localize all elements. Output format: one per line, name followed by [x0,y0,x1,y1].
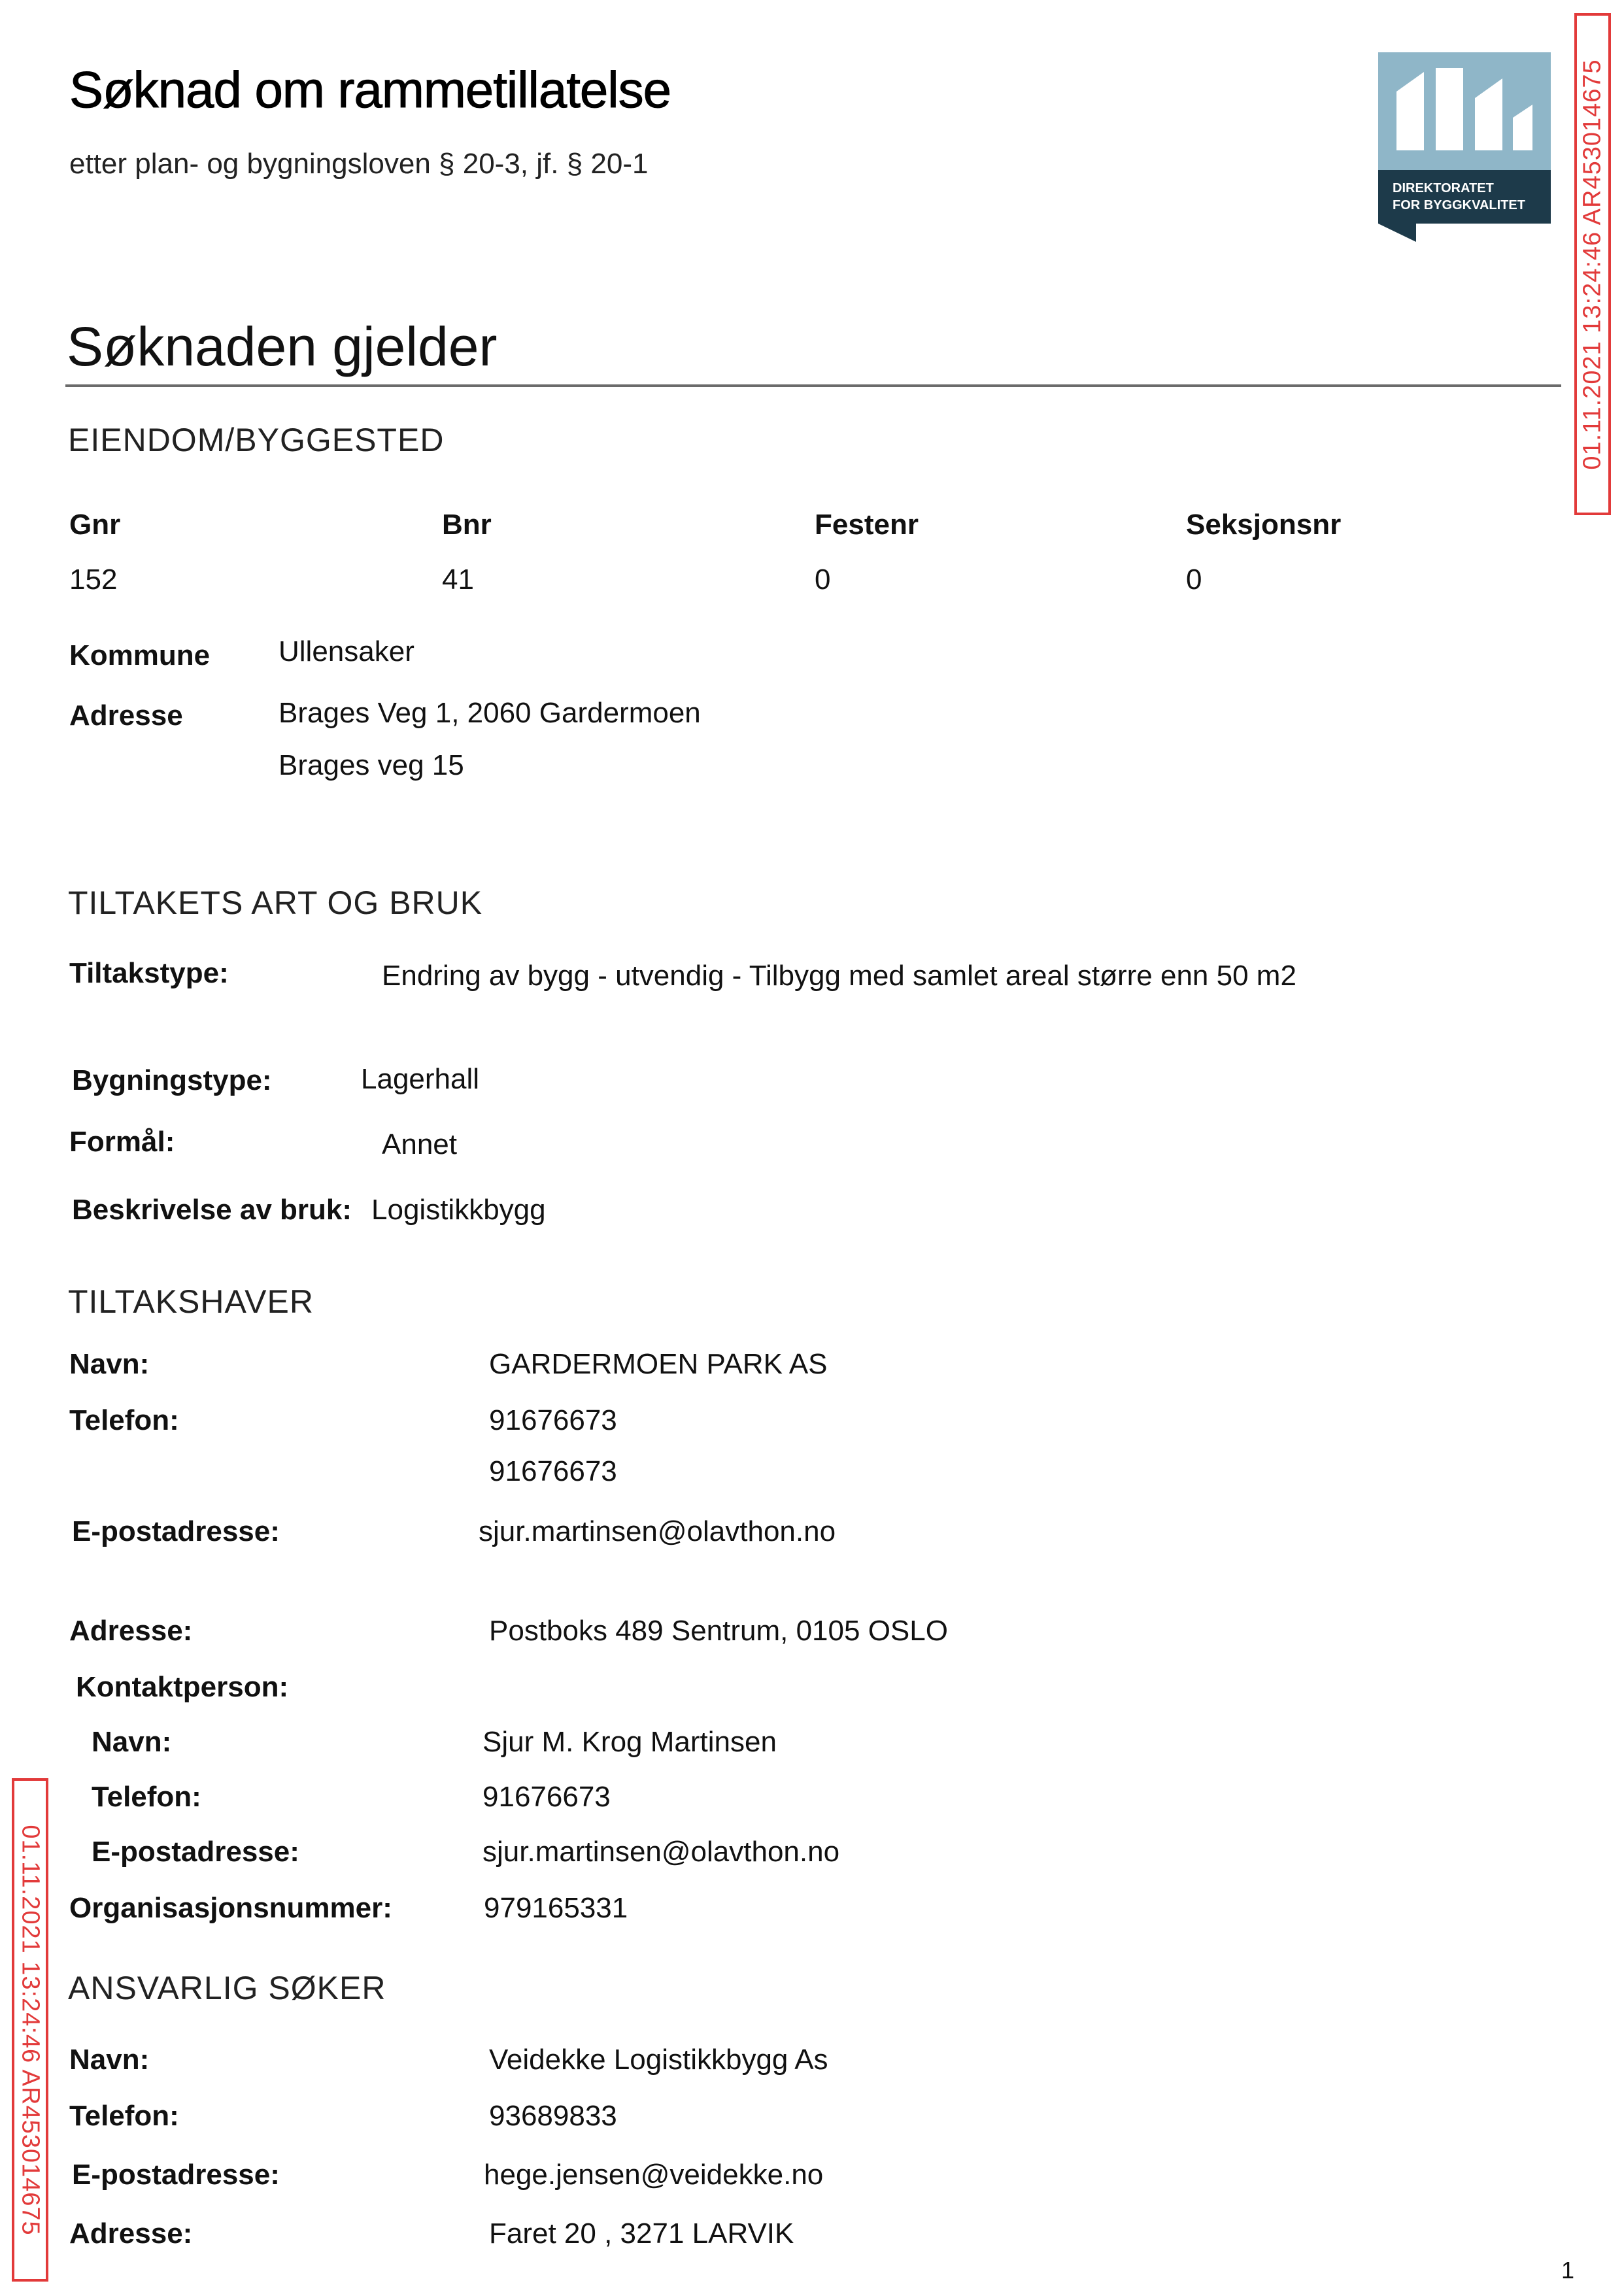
dibk-logo [1378,52,1551,242]
stamp-text-top: 01.11.2021 13:24:46 AR453014675 [1578,58,1606,470]
kommune-value: Ullensaker [279,635,414,667]
beskrivelse-value: Logistikkbygg [371,1194,546,1226]
festenr-value: 0 [815,564,831,596]
as-navn-value: Veidekke Logistikkbygg As [489,2044,828,2076]
th-navn-label: Navn: [69,1348,150,1380]
kontaktperson-label: Kontaktperson: [76,1671,289,1703]
formal-label: Formål: [69,1126,175,1158]
th-adresse-label: Adresse: [69,1615,193,1647]
orgnr-label: Organisasjonsnummer: [69,1892,392,1924]
th-telefon-value-1: 91676673 [489,1404,617,1436]
adresse-label: Adresse [69,700,183,732]
main-heading: Søknaden gjelder [67,316,498,377]
adresse-line2: Brages veg 15 [279,749,464,781]
heading-divider [65,384,1561,387]
section-tiltak-heading: TILTAKETS ART OG BRUK [68,885,483,921]
gnr-value: 152 [69,564,118,596]
as-epost-label: E-postadresse: [72,2159,280,2191]
seksjonsnr-label: Seksjonsnr [1186,509,1342,541]
page-number: 1 [1561,2257,1575,2284]
beskrivelse-label: Beskrivelse av bruk: [72,1194,352,1226]
dibk-logo-icon [1378,52,1551,242]
as-epost-value: hege.jensen@veidekke.no [484,2159,824,2191]
receipt-stamp-bottom [12,1778,48,2282]
th-telefon-value-2: 91676673 [489,1455,617,1487]
as-adresse-label: Adresse: [69,2218,193,2250]
th-epost-label: E-postadresse: [72,1515,280,1547]
orgnr-value: 979165331 [484,1892,628,1924]
bygningstype-label: Bygningstype: [72,1064,272,1096]
gnr-label: Gnr [69,509,121,541]
as-telefon-label: Telefon: [69,2100,179,2132]
th-navn-value: GARDERMOEN PARK AS [489,1348,828,1380]
as-navn-label: Navn: [69,2044,150,2076]
section-ansvarlig-heading: ANSVARLIG SØKER [68,1970,386,2006]
bnr-label: Bnr [442,509,492,541]
formal-value: Annet [382,1128,457,1160]
stamp-text-bottom: 01.11.2021 13:24:46 AR453014675 [16,1824,44,2236]
th-adresse-value: Postboks 489 Sentrum, 0105 OSLO [489,1615,948,1647]
logo-line1: DIREKTORATET [1393,181,1494,195]
tiltakstype-value: Endring av bygg - utvendig - Tilbygg med samlet areal større enn 50 m2 [382,960,1296,992]
tiltakstype-label: Tiltakstype: [69,957,229,989]
section-tiltakshaver-heading: TILTAKSHAVER [68,1283,314,1320]
festenr-label: Festenr [815,509,919,541]
kp-telefon-label: Telefon: [92,1781,201,1813]
th-epost-value: sjur.martinsen@olavthon.no [479,1515,836,1547]
adresse-line1: Brages Veg 1, 2060 Gardermoen [279,697,701,729]
document-subtitle: etter plan- og bygningsloven § 20-3, jf. § 20-1 [69,148,649,180]
bygningstype-value: Lagerhall [361,1063,480,1095]
kp-epost-value: sjur.martinsen@olavthon.no [482,1836,840,1868]
bnr-value: 41 [442,564,474,596]
seksjonsnr-value: 0 [1186,564,1202,596]
th-telefon-label: Telefon: [69,1404,179,1436]
document-title: Søknad om rammetillatelse [69,61,671,118]
kp-telefon-value: 91676673 [482,1781,611,1813]
as-adresse-value: Faret 20 , 3271 LARVIK [489,2218,794,2250]
kp-epost-label: E-postadresse: [92,1836,299,1868]
as-telefon-value: 93689833 [489,2100,617,2132]
kp-navn-value: Sjur M. Krog Martinsen [482,1726,777,1758]
kp-navn-label: Navn: [92,1726,172,1758]
logo-line2: FOR BYGGKVALITET [1393,198,1525,212]
section-eiendom-heading: EIENDOM/BYGGESTED [68,422,445,458]
receipt-stamp-top [1574,13,1611,515]
kommune-label: Kommune [69,639,211,671]
